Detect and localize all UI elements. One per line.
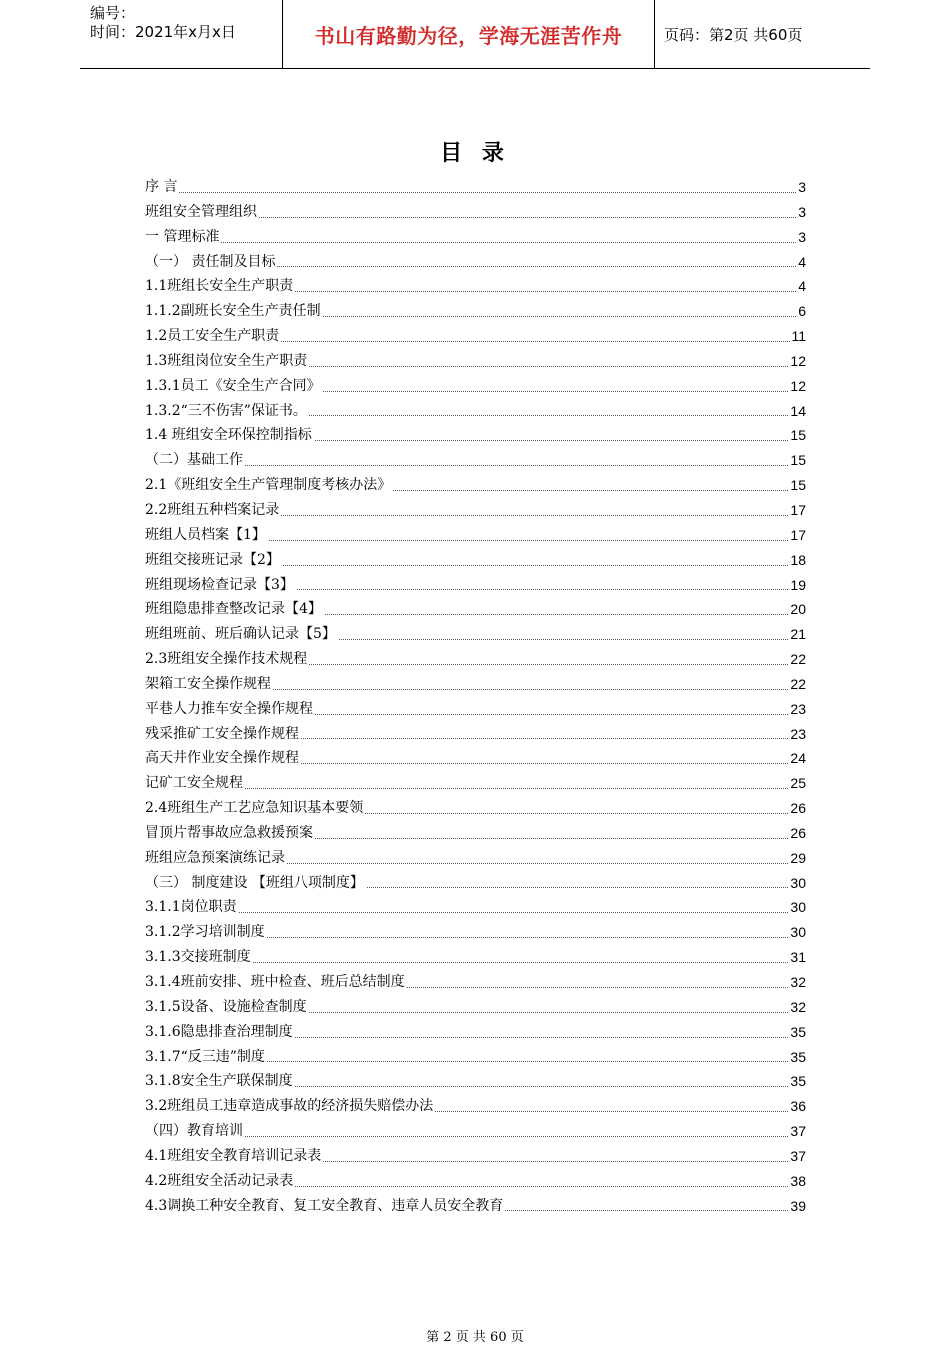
header-info [80, 0, 282, 68]
toc-entry-label: 1.4 班组安全环保控制指标 [145, 423, 314, 448]
toc-entry-label: 序 言 [145, 175, 179, 200]
toc-entry-label: 3.1.6隐患排查治理制度 [145, 1020, 295, 1045]
toc-entry-page: 32 [789, 970, 806, 995]
toc-entry-label: 4.1班组安全教育培训记录表 [145, 1144, 323, 1169]
toc-entry-page: 26 [789, 796, 806, 821]
toc-entry[interactable] [145, 324, 806, 349]
toc-entry[interactable] [145, 771, 806, 796]
toc-entry[interactable] [145, 225, 806, 250]
toc-entry[interactable] [145, 200, 806, 225]
toc-entry[interactable] [145, 746, 806, 771]
toc-entry-label: 3.1.7“反三违”制度 [145, 1045, 267, 1070]
toc-entry-page: 30 [789, 871, 806, 896]
toc-entry[interactable] [145, 548, 806, 573]
toc-entry-page: 30 [789, 895, 806, 920]
toc-leader-dots [145, 912, 806, 913]
toc-entry-label: 架箱工安全操作规程 [145, 672, 273, 697]
toc-entry[interactable] [145, 1144, 806, 1169]
toc-entry-page: 3 [797, 175, 806, 200]
toc-entry-page: 39 [789, 1194, 806, 1219]
toc-entry-label: 班组交接班记录【2】 [145, 548, 282, 573]
toc-entry[interactable] [145, 697, 806, 722]
toc-entry-page: 25 [789, 771, 806, 796]
toc-title: 目 录 [440, 141, 510, 166]
toc-entry-label: （三） 制度建设 【班组八项制度】 [145, 871, 366, 896]
toc-entry-label: 高天井作业安全操作规程 [145, 746, 301, 771]
page-footer: 第 2 页 共 60 页 [426, 1330, 524, 1345]
toc-entry-label: 3.1.8安全生产联保制度 [145, 1069, 295, 1094]
toc-entry-page: 37 [789, 1119, 806, 1144]
toc-entry-page: 22 [789, 672, 806, 697]
toc-entry-label: 3.1.3交接班制度 [145, 945, 253, 970]
toc-entry[interactable] [145, 895, 806, 920]
toc-entry-label: 2.2班组五种档案记录 [145, 498, 281, 523]
toc-entry-label: 1.1.2副班长安全生产责任制 [145, 299, 323, 324]
header-page-label: 页码：第2页 共60页 [664, 25, 803, 44]
toc-entry-label: 1.3班组岗位安全生产职责 [145, 349, 309, 374]
toc-entry-label: 班组班前、班后确认记录【5】 [145, 622, 338, 647]
toc-entry[interactable] [145, 274, 806, 299]
toc-entry-page: 12 [789, 374, 806, 399]
toc-entry-page: 35 [789, 1020, 806, 1045]
toc-leader-dots [145, 192, 806, 193]
toc-entry[interactable] [145, 722, 806, 747]
toc-entry-page: 14 [789, 399, 806, 424]
toc-entry-label: 班组隐患排查整改记录【4】 [145, 597, 324, 622]
toc-entry[interactable] [145, 1069, 806, 1094]
toc-entry[interactable] [145, 423, 806, 448]
toc-entry-label: 班组安全管理组织 [145, 200, 259, 225]
toc-entry[interactable] [145, 1169, 806, 1194]
toc-entry-label: 一 管理标准 [145, 225, 221, 250]
toc-entry-page: 11 [790, 324, 806, 349]
toc-entry-label: 冒顶片帮事故应急救援预案 [145, 821, 315, 846]
toc-entry-label: 3.1.5设备、设施检查制度 [145, 995, 309, 1020]
toc-entry[interactable] [145, 175, 806, 200]
toc-entry-page: 35 [789, 1069, 806, 1094]
toc-entry[interactable] [145, 622, 806, 647]
toc-entry[interactable] [145, 945, 806, 970]
toc-entry-page: 17 [789, 498, 806, 523]
toc-entry-label: 班组现场检查记录【3】 [145, 573, 296, 598]
toc-entry-page: 26 [789, 821, 806, 846]
header-page-cell [655, 0, 870, 68]
toc-entry-label: 残采推矿工安全操作规程 [145, 722, 301, 747]
page-header [80, 0, 870, 69]
toc-entry-label: 1.2员工安全生产职责 [145, 324, 281, 349]
toc-entry[interactable] [145, 871, 806, 896]
toc-entry-page: 36 [789, 1094, 806, 1119]
toc-entry-page: 38 [789, 1169, 806, 1194]
toc-entry-page: 15 [789, 473, 806, 498]
header-number-label: 编号： [90, 4, 136, 22]
toc-entry-page: 15 [789, 448, 806, 473]
toc-entry[interactable] [145, 672, 806, 697]
toc-entry-page: 23 [789, 697, 806, 722]
toc-entry[interactable] [145, 523, 806, 548]
toc-entry[interactable] [145, 399, 806, 424]
toc-entry[interactable] [145, 995, 806, 1020]
toc-entry[interactable] [145, 846, 806, 871]
toc-entry-label: （二）基础工作 [145, 448, 245, 473]
header-motto-cell [282, 0, 655, 68]
toc-entry-label: 3.1.2学习培训制度 [145, 920, 267, 945]
toc-entry-label: 班组应急预案演练记录 [145, 846, 287, 871]
toc-entry-page: 17 [789, 523, 806, 548]
toc-entry[interactable] [145, 299, 806, 324]
toc-entry[interactable] [145, 647, 806, 672]
toc-entry-label: 3.2班组员工违章造成事故的经济损失赔偿办法 [145, 1094, 435, 1119]
toc-entry-label: 3.1.1岗位职责 [145, 895, 239, 920]
toc-entry-label: 2.3班组安全操作技术规程 [145, 647, 309, 672]
toc-entry[interactable] [145, 796, 806, 821]
toc-entry-page: 31 [789, 945, 806, 970]
toc-entry-label: （四）教育培训 [145, 1119, 245, 1144]
toc-entry[interactable] [145, 374, 806, 399]
toc-entry[interactable] [145, 597, 806, 622]
toc-entry[interactable] [145, 970, 806, 995]
toc-entry-page: 4 [797, 274, 806, 299]
header-time-label: 时间：2021年x月x日 [90, 23, 236, 41]
header-motto: 书山有路勤为径，学海无涯苦作舟 [314, 23, 623, 48]
toc-entry-page: 18 [789, 548, 806, 573]
toc-entry-page: 24 [789, 746, 806, 771]
toc-entry-label: 4.3调换工种安全教育、复工安全教育、违章人员安全教育 [145, 1194, 505, 1219]
toc-entry-page: 22 [789, 647, 806, 672]
toc-entry-page: 35 [789, 1045, 806, 1070]
toc-entry-label: （一） 责任制及目标 [145, 250, 277, 275]
table-of-contents [145, 175, 806, 1218]
toc-entry[interactable] [145, 573, 806, 598]
toc-entry-page: 21 [789, 622, 806, 647]
toc-entry-page: 15 [789, 423, 806, 448]
toc-entry-page: 12 [789, 349, 806, 374]
toc-entry-page: 30 [789, 920, 806, 945]
toc-entry-page: 23 [789, 722, 806, 747]
toc-entry[interactable] [145, 1045, 806, 1070]
toc-entry-page: 37 [789, 1144, 806, 1169]
toc-entry[interactable] [145, 821, 806, 846]
toc-entry-page: 32 [789, 995, 806, 1020]
toc-entry[interactable] [145, 1119, 806, 1144]
toc-entry[interactable] [145, 920, 806, 945]
toc-entry[interactable] [145, 473, 806, 498]
toc-entry-label: 1.1班组长安全生产职责 [145, 274, 295, 299]
toc-entry-label: 1.3.1员工《安全生产合同》 [145, 374, 323, 399]
toc-entry-label: 2.1《班组安全生产管理制度考核办法》 [145, 473, 393, 498]
toc-entry-label: 1.3.2“三不伤害”保证书。 [145, 399, 309, 424]
toc-entry-page: 19 [789, 573, 806, 598]
toc-entry-page: 4 [797, 250, 806, 275]
toc-entry-label: 3.1.4班前安排、班中检查、班后总结制度 [145, 970, 407, 995]
toc-entry[interactable] [145, 1020, 806, 1045]
toc-entry[interactable] [145, 448, 806, 473]
toc-entry-page: 20 [789, 597, 806, 622]
toc-entry-page: 3 [797, 225, 806, 250]
toc-entry-label: 班组人员档案【1】 [145, 523, 268, 548]
toc-entry-label: 平巷人力推车安全操作规程 [145, 697, 315, 722]
toc-entry[interactable] [145, 250, 806, 275]
toc-entry[interactable] [145, 1194, 806, 1219]
toc-entry-page: 6 [797, 299, 806, 324]
toc-entry-page: 29 [789, 846, 806, 871]
toc-entry[interactable] [145, 498, 806, 523]
toc-entry-label: 记矿工安全规程 [145, 771, 245, 796]
toc-entry[interactable] [145, 1094, 806, 1119]
toc-entry-label: 2.4班组生产工艺应急知识基本要领 [145, 796, 365, 821]
toc-entry-page: 3 [797, 200, 806, 225]
toc-leader-dots [145, 242, 806, 243]
toc-entry-label: 4.2班组安全活动记录表 [145, 1169, 295, 1194]
toc-entry[interactable] [145, 349, 806, 374]
